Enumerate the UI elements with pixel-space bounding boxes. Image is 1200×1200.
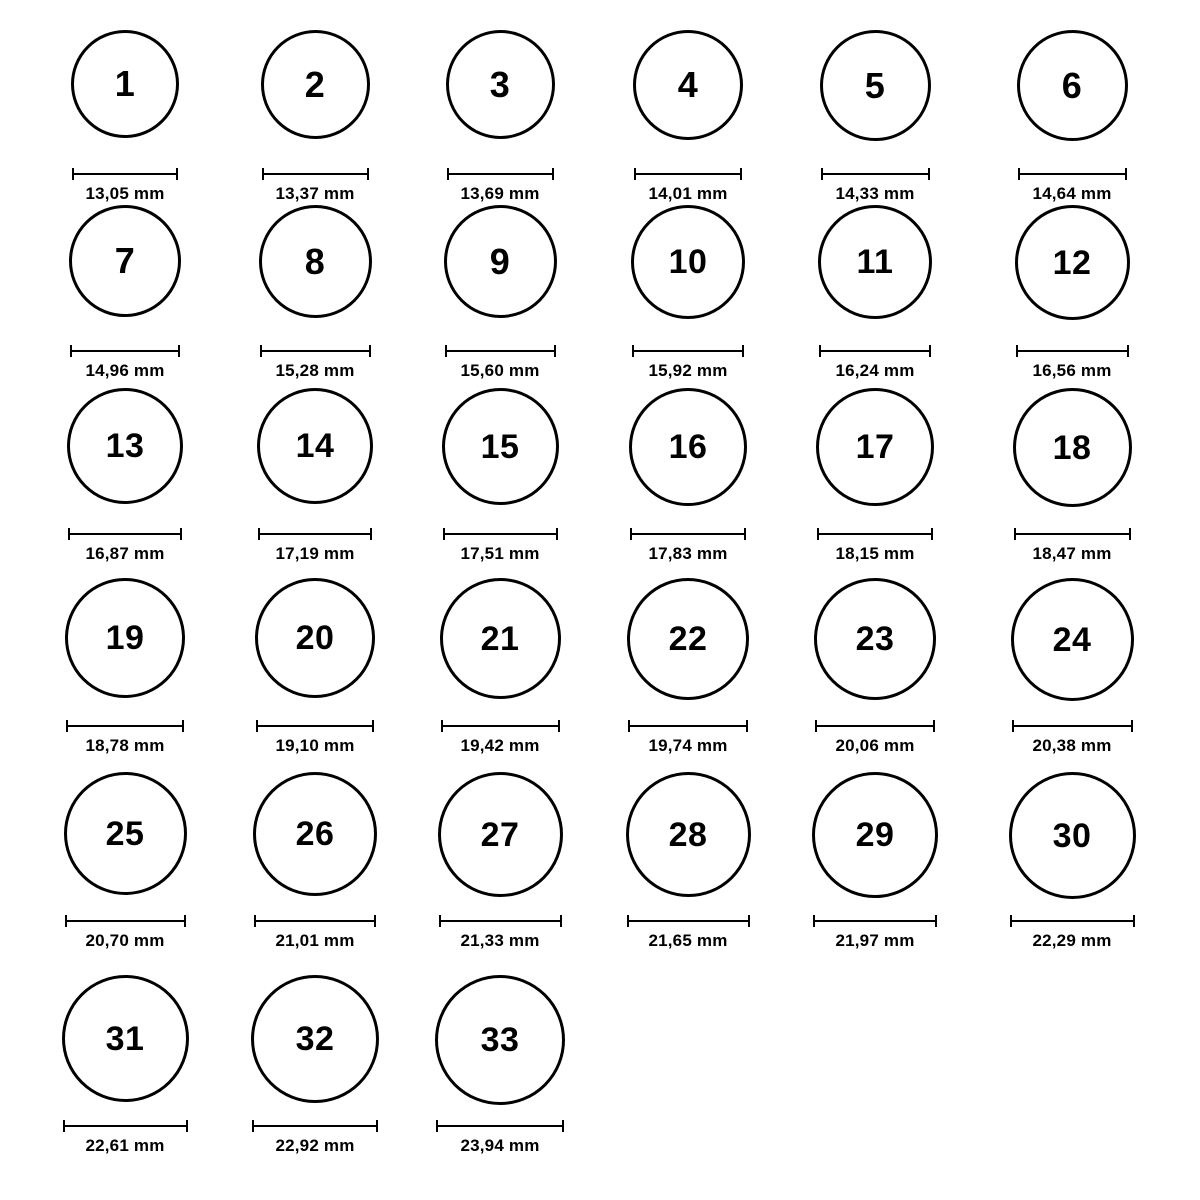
ring-circle: [820, 30, 931, 141]
measure-bar: [1010, 915, 1135, 927]
ring-measure: [1012, 720, 1133, 756]
ring-diameter-label: 18,78 mm: [85, 736, 165, 755]
ring-measure: [252, 1120, 378, 1156]
ring-size-cell: [805, 205, 945, 381]
ring-size-number: 16: [668, 428, 708, 466]
ring-measure: [254, 915, 376, 951]
ring-measure: [441, 720, 560, 756]
measure-bar: [70, 345, 180, 357]
ring-diameter-label: 19,74 mm: [648, 736, 728, 755]
ring-diameter-label: 17,83 mm: [648, 544, 728, 563]
ring-size-cell: [245, 388, 385, 564]
ring-diameter-label: 17,19 mm: [275, 544, 355, 563]
ring-circle: [255, 578, 375, 698]
ring-size-number: 7: [114, 240, 136, 281]
ring-size-number: 24: [1052, 620, 1092, 659]
ring-circle: [259, 205, 372, 318]
ring-circle: [69, 205, 181, 317]
measure-bar: [1016, 345, 1129, 357]
ring-size-number: 19: [105, 619, 145, 657]
ring-measure: [436, 1120, 564, 1156]
measure-bar: [65, 915, 186, 927]
measure-bar: [254, 915, 376, 927]
ring-size-number: 26: [295, 815, 335, 853]
ring-size-cell: [1002, 205, 1142, 381]
ring-circle: [1013, 388, 1132, 507]
measure-bar: [63, 1120, 188, 1132]
measure-bar: [815, 720, 935, 732]
measure-bar: [634, 168, 742, 180]
ring-circle: [62, 975, 189, 1102]
ring-size-number: 22: [668, 620, 708, 658]
ring-size-cell: [805, 772, 945, 951]
measure-bar: [821, 168, 930, 180]
ring-measure: [634, 168, 742, 204]
ring-size-number: 5: [864, 64, 886, 106]
ring-size-number: 2: [304, 63, 326, 105]
ring-size-cell: [245, 578, 385, 756]
ring-diameter-label: 19,10 mm: [275, 736, 355, 755]
ring-size-number: 3: [489, 63, 511, 105]
ring-circle: [626, 772, 751, 897]
ring-size-number: 33: [480, 1021, 520, 1059]
ring-size-cell: [430, 388, 570, 564]
ring-diameter-label: 16,56 mm: [1032, 361, 1112, 380]
ring-size-number: 8: [304, 240, 326, 282]
ring-measure: [821, 168, 930, 204]
ring-size-number: 9: [489, 240, 511, 282]
ring-size-number: 21: [480, 619, 520, 658]
ring-size-number: 29: [855, 816, 895, 854]
ring-size-number: 10: [668, 243, 708, 281]
ring-measure: [819, 345, 931, 381]
ring-size-cell: [805, 30, 945, 204]
ring-size-number: 4: [677, 64, 699, 105]
ring-diameter-label: 13,05 mm: [85, 184, 165, 203]
ring-circle: [814, 578, 936, 700]
ring-circle: [71, 30, 179, 138]
ring-diameter-label: 15,92 mm: [648, 361, 728, 380]
ring-size-number: 12: [1052, 243, 1092, 282]
measure-bar: [441, 720, 560, 732]
ring-size-cell: [618, 772, 758, 951]
ring-circle: [438, 772, 563, 897]
ring-measure: [445, 345, 556, 381]
ring-size-number: 32: [295, 1020, 335, 1058]
ring-circle: [64, 772, 187, 895]
ring-diameter-label: 18,47 mm: [1032, 544, 1112, 563]
ring-measure: [628, 720, 748, 756]
ring-diameter-label: 21,65 mm: [648, 931, 728, 950]
ring-measure: [627, 915, 750, 951]
ring-size-cell: [430, 578, 570, 756]
ring-diameter-label: 21,33 mm: [460, 931, 540, 950]
ring-size-cell: [618, 388, 758, 564]
ring-size-number: 23: [855, 620, 895, 658]
ring-circle: [818, 205, 932, 319]
ring-circle: [631, 205, 745, 319]
ring-measure: [72, 168, 178, 204]
ring-measure: [65, 915, 186, 951]
ring-size-cell: [245, 30, 385, 204]
ring-circle: [444, 205, 557, 318]
ring-measure: [256, 720, 374, 756]
ring-diameter-label: 14,96 mm: [85, 361, 165, 380]
measure-bar: [66, 720, 184, 732]
ring-measure: [815, 720, 935, 756]
measure-bar: [445, 345, 556, 357]
measure-bar: [436, 1120, 564, 1132]
ring-circle: [251, 975, 379, 1103]
ring-circle: [442, 388, 559, 505]
ring-circle: [67, 388, 183, 504]
ring-measure: [1016, 345, 1129, 381]
ring-size-number: 25: [105, 814, 145, 853]
ring-size-cell: [55, 578, 195, 756]
ring-size-cell: [1002, 30, 1142, 204]
ring-measure: [262, 168, 369, 204]
ring-diameter-label: 14,33 mm: [835, 184, 915, 203]
ring-circle: [253, 772, 377, 896]
ring-size-cell: [55, 975, 195, 1156]
ring-measure: [63, 1120, 188, 1156]
ring-circle: [629, 388, 747, 506]
ring-size-cell: [1002, 772, 1142, 951]
ring-diameter-label: 22,61 mm: [85, 1136, 165, 1155]
ring-size-cell: [430, 205, 570, 381]
ring-circle: [446, 30, 555, 139]
ring-circle: [633, 30, 743, 140]
ring-size-number: 13: [105, 427, 145, 465]
measure-bar: [1014, 528, 1131, 540]
ring-size-number: 17: [855, 428, 895, 466]
ring-size-number: 31: [105, 1019, 145, 1058]
measure-bar: [1018, 168, 1127, 180]
ring-size-cell: [245, 205, 385, 381]
ring-diameter-label: 21,97 mm: [835, 931, 915, 950]
ring-measure: [632, 345, 744, 381]
ring-size-number: 6: [1061, 64, 1083, 106]
ring-size-cell: [430, 975, 570, 1156]
ring-diameter-label: 13,37 mm: [275, 184, 355, 203]
ring-measure: [443, 528, 558, 564]
ring-size-number: 1: [114, 63, 136, 104]
ring-measure: [630, 528, 746, 564]
measure-bar: [439, 915, 562, 927]
ring-circle: [440, 578, 561, 699]
ring-diameter-label: 22,29 mm: [1032, 931, 1112, 950]
ring-circle: [812, 772, 938, 898]
ring-size-cell: [1002, 388, 1142, 564]
measure-bar: [628, 720, 748, 732]
ring-size-cell: [805, 388, 945, 564]
ring-diameter-label: 14,01 mm: [648, 184, 728, 203]
ring-diameter-label: 18,15 mm: [835, 544, 915, 563]
ring-diameter-label: 20,38 mm: [1032, 736, 1112, 755]
ring-measure: [1010, 915, 1135, 951]
ring-size-cell: [55, 205, 195, 381]
ring-diameter-label: 15,28 mm: [275, 361, 355, 380]
ring-size-cell: [245, 975, 385, 1156]
ring-diameter-label: 15,60 mm: [460, 361, 540, 380]
ring-circle: [816, 388, 934, 506]
ring-measure: [817, 528, 933, 564]
measure-bar: [1012, 720, 1133, 732]
ring-measure: [68, 528, 182, 564]
ring-diameter-label: 21,01 mm: [275, 931, 355, 950]
ring-circle: [1017, 30, 1128, 141]
measure-bar: [632, 345, 744, 357]
ring-size-number: 11: [856, 243, 894, 281]
ring-diameter-label: 13,69 mm: [460, 184, 540, 203]
ring-measure: [258, 528, 372, 564]
measure-bar: [630, 528, 746, 540]
ring-diameter-label: 20,06 mm: [835, 736, 915, 755]
ring-size-number: 18: [1052, 428, 1092, 467]
ring-size-number: 28: [668, 815, 708, 854]
ring-size-cell: [618, 205, 758, 381]
ring-size-cell: [55, 30, 195, 204]
measure-bar: [819, 345, 931, 357]
ring-diameter-label: 16,24 mm: [835, 361, 915, 380]
ring-measure: [1018, 168, 1127, 204]
ring-size-number: 15: [480, 427, 520, 466]
ring-size-number: 27: [480, 815, 520, 854]
measure-bar: [72, 168, 178, 180]
measure-bar: [260, 345, 371, 357]
ring-diameter-label: 20,70 mm: [85, 931, 165, 950]
ring-size-number: 20: [295, 619, 335, 657]
measure-bar: [262, 168, 369, 180]
ring-measure: [66, 720, 184, 756]
measure-bar: [68, 528, 182, 540]
measure-bar: [443, 528, 558, 540]
ring-circle: [65, 578, 185, 698]
measure-bar: [817, 528, 933, 540]
ring-circle: [627, 578, 749, 700]
ring-diameter-label: 14,64 mm: [1032, 184, 1112, 203]
ring-size-cell: [245, 772, 385, 951]
ring-diameter-label: 19,42 mm: [460, 736, 540, 755]
measure-bar: [252, 1120, 378, 1132]
ring-size-number: 30: [1052, 816, 1092, 855]
ring-circle: [1009, 772, 1136, 899]
ring-measure: [260, 345, 371, 381]
ring-size-cell: [55, 388, 195, 564]
ring-size-cell: [430, 30, 570, 204]
ring-diameter-label: 23,94 mm: [460, 1136, 540, 1155]
ring-diameter-label: 22,92 mm: [275, 1136, 355, 1155]
measure-bar: [627, 915, 750, 927]
ring-size-number: 14: [295, 427, 335, 465]
ring-measure: [439, 915, 562, 951]
measure-bar: [813, 915, 937, 927]
ring-size-cell: [55, 772, 195, 951]
ring-circle: [257, 388, 373, 504]
ring-measure: [447, 168, 554, 204]
ring-measure: [70, 345, 180, 381]
ring-circle: [261, 30, 370, 139]
ring-size-cell: [430, 772, 570, 951]
ring-circle: [1015, 205, 1130, 320]
measure-bar: [447, 168, 554, 180]
ring-circle: [435, 975, 565, 1105]
ring-size-cell: [618, 578, 758, 756]
ring-measure: [1014, 528, 1131, 564]
ring-size-cell: [805, 578, 945, 756]
ring-measure: [813, 915, 937, 951]
ring-diameter-label: 17,51 mm: [460, 544, 540, 563]
ring-circle: [1011, 578, 1134, 701]
ring-size-cell: [1002, 578, 1142, 756]
ring-diameter-label: 16,87 mm: [85, 544, 165, 563]
measure-bar: [258, 528, 372, 540]
measure-bar: [256, 720, 374, 732]
ring-size-cell: [618, 30, 758, 204]
